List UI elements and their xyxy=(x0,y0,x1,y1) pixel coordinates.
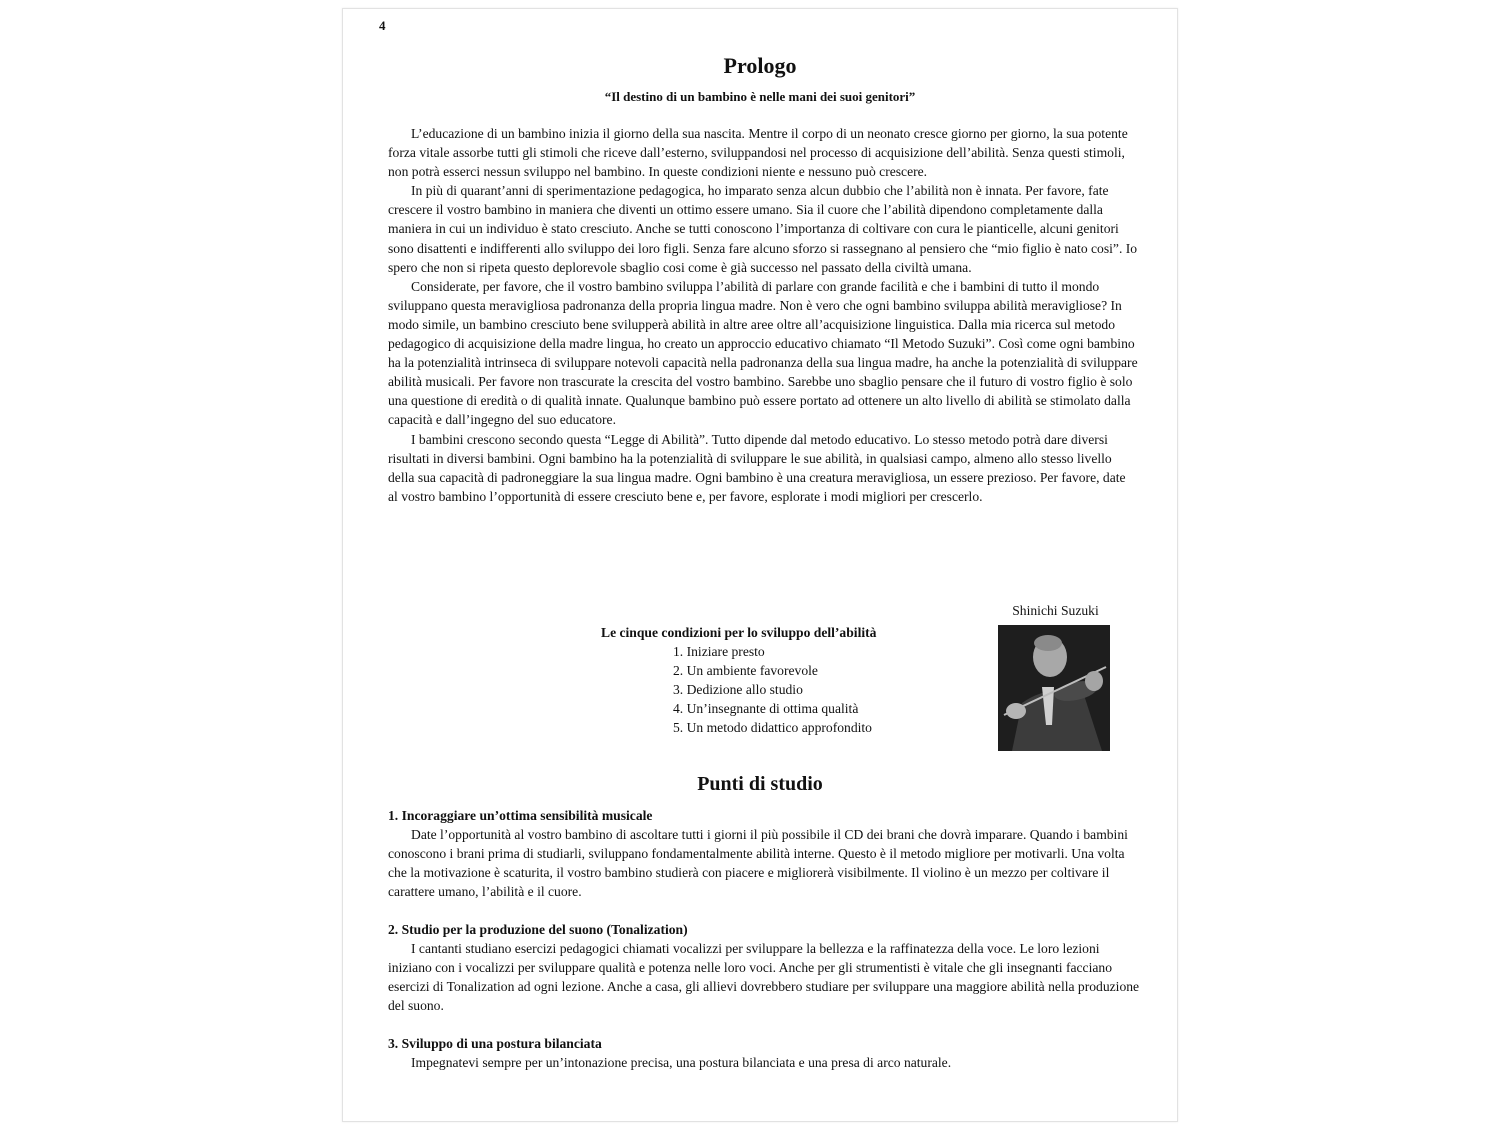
study-points-title: Punti di studio xyxy=(697,773,823,795)
suzuki-photo xyxy=(998,625,1110,751)
prologue-paragraph: I bambini crescono secondo questa “Legge di Abilità”. Tutto dipende dal metodo educativo. Lo stesso metodo potrà dare diversi risultati in diversi bambini. Ogni bambino ha la potenzialità di sviluppare le sue abilità, in qualsiasi campo, almeno allo stesso livello della sua capacità di padroneggiare la sua lingua madre. Ogni bambino è una creatura meravigliosa, un essere prezioso. Per favore, date al vostro bambino l’opportunità di essere cresciuto bene e, per favore, esplorate i modi migliori per crescerlo. xyxy=(388,431,1126,504)
prologue-body xyxy=(388,124,1138,506)
study-point-text: Date l’opportunità al vostro bambino di ascoltare tutti i giorni il più possibile il CD dei brani che dovrà imparare. Quando i bambini conoscono i brani prima di studiarli, sviluppano fondamentalmente abilità interne. Questo è il metodo migliore per motivarli. Una volta che la motivazione è scaturita, il vostro bambino studierà con piacere e migliorerà visibilmente. Il violino è un mezzo per coltivare il carattere umano, l’abilità e il cuore. xyxy=(388,827,1128,900)
condition-item: 1. Iniziare presto xyxy=(673,644,765,659)
condition-item: 3. Dedizione allo studio xyxy=(673,682,803,697)
page-number: 4 xyxy=(379,18,386,33)
prologue-subtitle: “Il destino di un bambino è nelle mani dei suoi genitori” xyxy=(604,89,916,104)
prologue-paragraph: In più di quarant’anni di sperimentazione pedagogica, ho imparato senza alcun dubbio che l’abilità non è innata. Per favore, fate crescere il vostro bambino in maniera che diventi un ottimo essere umano. Sia il cuore che l’abilità dipendono completamente dalla maniera in cui un individuo è stato cresciuto. Anche se tutti conoscono l’importanza di coltivare con cura le pianticelle, alcuni genitori sono disattenti e indifferenti allo sviluppo dei loro figli. Senza fare alcuno sforzo si rassegnano al pensiero che “mio figlio è nato cosi”. Io spero che non si ripeta questo deplorevole sbaglio cosi come è già successo nel passato della civiltà umana. xyxy=(388,183,1138,275)
condition-item: 4. Un’insegnante di ottima qualità xyxy=(673,701,859,716)
prologue-paragraph: Considerate, per favore, che il vostro bambino sviluppa l’abilità di parlare con grande facilità e che i bambini di tutto il mondo sviluppano questa meravigliosa padronanza della propria lingua madre. Non è vero che ogni bambino sviluppa abilità meravigliose? In modo simile, un bambino cresciuto bene svilupperà abilità in altre aree oltre all’acquisizione linguistica. Dalla mia ricerca sul metodo pedagogico di acquisizione della madre lingua, ho creato un approccio educativo chiamato “Il Metodo Suzuki”. Così come ogni bambino ha la potenzialità intrinseca di sviluppare notevoli capacità nella padronanza della sua lingua madre, ha anche la potenzialità di sviluppare abilità musicali. Per favore non trascurate la crescita del vostro bambino. Sarebbe uno sbaglio pensare che il futuro di vostro figlio è solo una questione di eredità o di qualità innate. Qualunque bambino può essere portato ad ottenere un alto livello di abilità se stimolato dalla capacità e dall’ingegno del suo educatore. xyxy=(388,278,1138,428)
study-point-text: I cantanti studiano esercizi pedagogici chiamati vocalizzi per sviluppare la bellezza e la raffinatezza della voce. Le loro lezioni iniziano con i vocalizzi per sviluppare qualità e potenza nelle loro voci. Anche per gli strumentisti è vitale che gli insegnanti facciano esercizi di Tonalization ad ogni lezione. Anche a casa, gli allievi dovrebbero studiare per sviluppare una maggiore abilità nella produzione del suono. xyxy=(388,941,1140,1014)
document-page xyxy=(342,8,1178,1122)
study-point-heading: 3. Sviluppo di una postura bilanciata xyxy=(388,1036,602,1051)
conditions-title: Le cinque condizioni per lo sviluppo dell’abilità xyxy=(601,625,877,640)
study-point-text: Impegnatevi sempre per un’intonazione precisa, una postura bilanciata e una presa di arco naturale. xyxy=(411,1055,952,1071)
condition-item: 2. Un ambiente favorevole xyxy=(673,663,818,678)
violinist-illustration xyxy=(998,625,1110,751)
study-point xyxy=(388,1034,1143,1072)
conditions-block xyxy=(601,623,876,737)
conditions-list xyxy=(601,642,876,737)
study-point xyxy=(388,920,1143,1015)
photo-caption: Shinichi Suzuki xyxy=(1012,603,1099,618)
study-point-heading: 1. Incoraggiare un’ottima sensibilità musicale xyxy=(388,808,653,823)
study-point-heading: 2. Studio per la produzione del suono (Tonalization) xyxy=(388,922,688,937)
study-point xyxy=(388,806,1143,901)
prologue-paragraph: L’educazione di un bambino inizia il giorno della sua nascita. Mentre il corpo di un neonato cresce giorno per giorno, la sua potente forza vitale assorbe tutti gli stimoli che riceve dall’esterno, sviluppandosi nel processo di acquisizione dell’abilità. Senza questi stimoli, non potrà esserci nessun sviluppo nel bambino. In queste condizioni niente e nessuno può crescere. xyxy=(388,126,1128,180)
prologue-title: Prologo xyxy=(723,53,797,78)
condition-item: 5. Un metodo didattico approfondito xyxy=(673,720,872,735)
